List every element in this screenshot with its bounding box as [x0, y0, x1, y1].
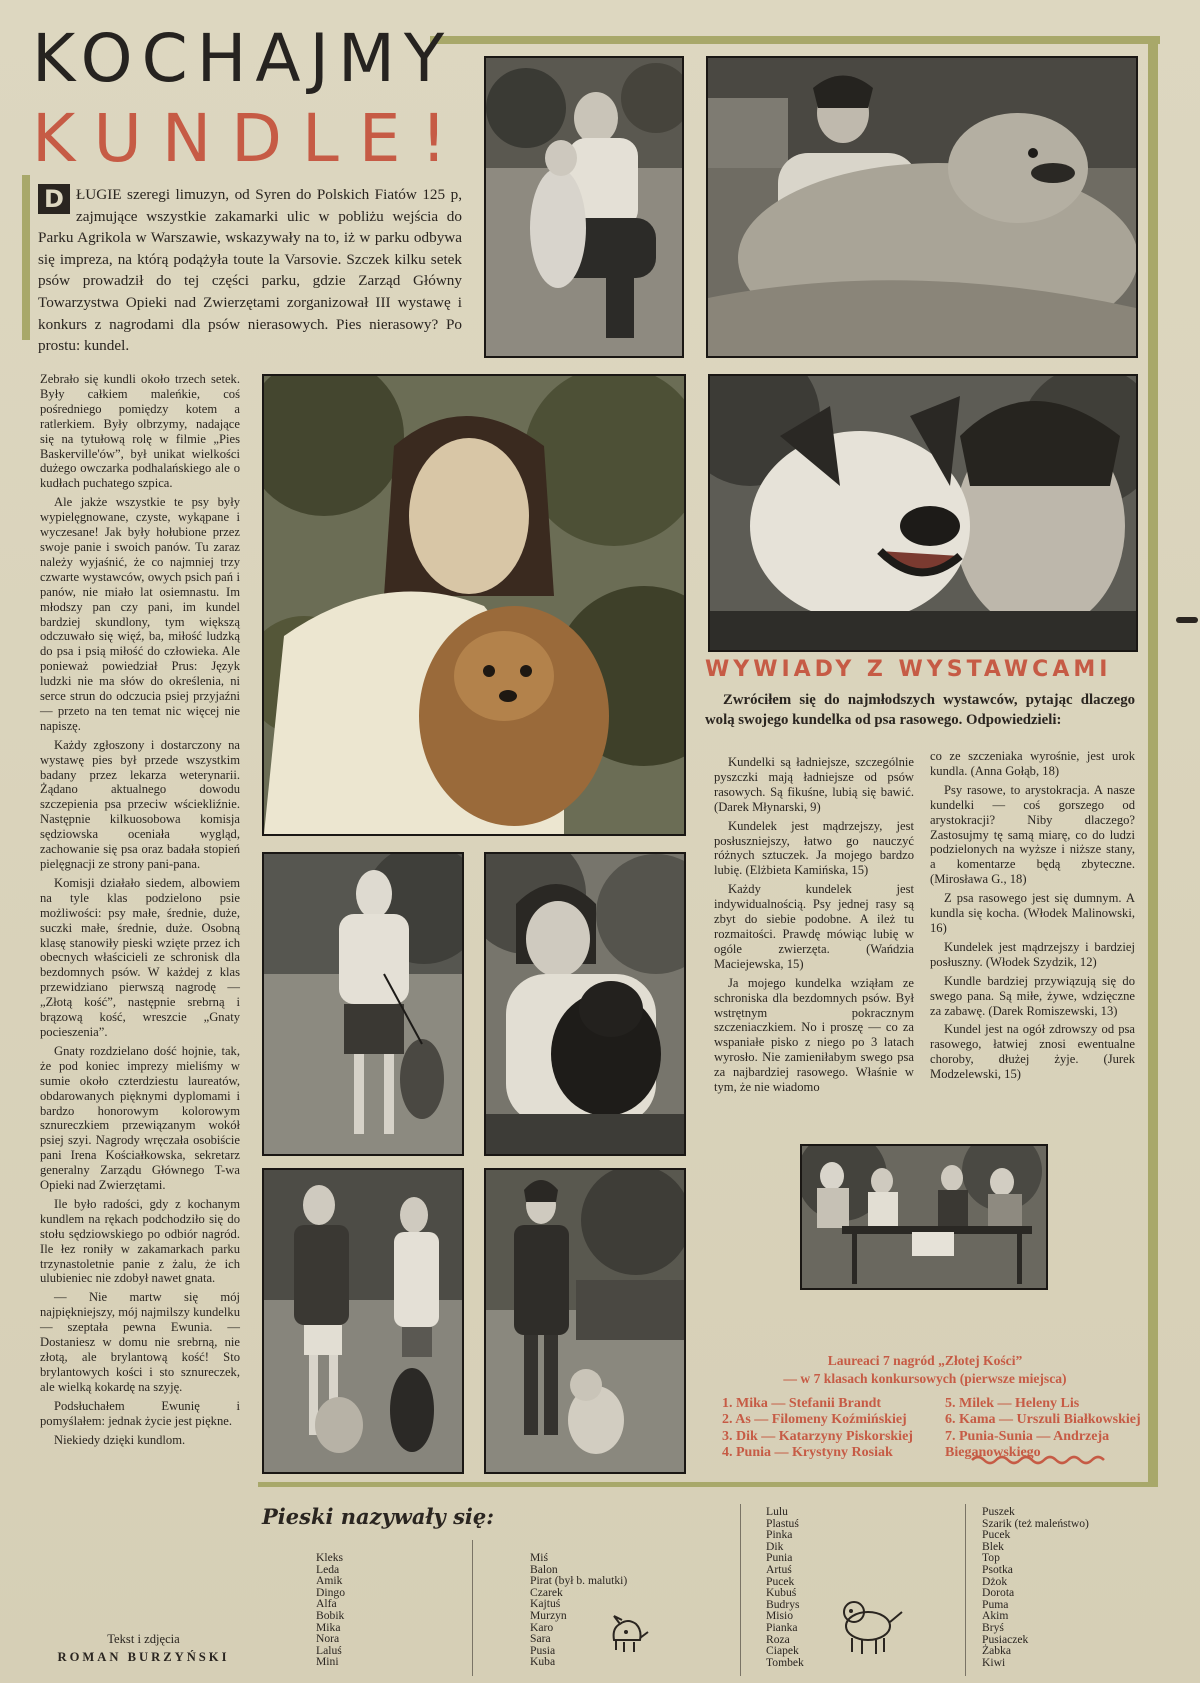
dog-name: Miś — [530, 1551, 549, 1564]
dog-name: Amik — [316, 1574, 343, 1588]
interview-answer: Każdy kundelek jest indywidualnością. Psy jednej rasy są zbyt do siebie podobne. A ileż tu rozmaitości. Prawdę mówiąc lubię w ogóle zwierzęta. (Wańdzia Maciejewska, 15) — [714, 882, 914, 971]
interviews-title: WYWIADY Z WYSTAWCAMI — [705, 657, 1112, 682]
dog-name: Roza — [766, 1632, 790, 1646]
photo-woman-with-black-dog — [484, 852, 686, 1156]
interview-answer: Kundelki są ładniejsze, szczególnie pyszczki mają ładniejsze od psów rasowych. Są fikuśne, lubią się bawić. (Darek Młynarski, 9) — [714, 755, 914, 814]
dog-name: Murzyn — [530, 1608, 567, 1622]
dog-name: Dingo — [316, 1585, 345, 1599]
dog-name: Pusia — [530, 1643, 556, 1657]
dog-name: Nora — [316, 1632, 340, 1646]
dog-name: Ciapek — [766, 1644, 799, 1658]
laureate-entry: 5. Milek — Heleny Lis — [945, 1396, 1080, 1411]
laureates-left — [722, 1396, 922, 1462]
dog-name: Czarek — [530, 1585, 563, 1599]
body-column — [40, 372, 240, 1451]
frame-bottom-rule — [258, 1482, 1158, 1487]
dog-doodle-icon — [838, 1596, 908, 1658]
photo-girl-with-dog-on-leash — [262, 852, 464, 1156]
dog-name: Pianka — [766, 1620, 798, 1634]
dropcap: D — [38, 184, 70, 214]
dog-names-col4 — [982, 1506, 1089, 1668]
dog-name: Dik — [766, 1539, 784, 1553]
body-paragraph: Ile było radości, gdy z kochanym kundlem na rękach podchodziło się do stołu sędziowskiego po odbiór nagród. Ile łez roniły w zakamarkach parku trzynastoletnie panie z żalu, że ich ulubieniec nie zdobył nawet gnata. — [40, 1196, 240, 1286]
headline-line1: KOCHAJMY — [32, 20, 454, 97]
page-edge-mark — [1176, 617, 1198, 623]
interview-answer: co ze szczeniaka wyrośnie, jest urok kundla. (Anna Gołąb, 18) — [930, 749, 1135, 778]
headline-line2: KUNDLE! — [32, 100, 467, 177]
laureate-entry: 6. Kama — Urszuli Białkowskiej — [945, 1412, 1141, 1428]
dog-name: Akim — [982, 1609, 1009, 1623]
dog-name: Bobik — [316, 1608, 345, 1622]
photo-judges-table — [800, 1144, 1048, 1290]
dog-name: Psotka — [982, 1562, 1013, 1576]
frame-top-rule — [430, 36, 1160, 44]
dog-name: Karo — [530, 1620, 554, 1634]
body-paragraph: Ale jakże wszystkie te psy były wypielęgnowane, czyste, wykąpane i wyczesane! Jak były hołubione przez swoje panie i swoich panów. Tu zaraz należy wyjaśnić, że co najmniej trzy czwarte wystawców, owych psich pań i panów, nie miało lat osiemnastu. Im młodszy pan czy pani, im kundel bardziej skundlony, tym większą odczuwało się więź, ba, miłość ludzką do psa i psią miłość do człowieka. Ale ponieważ powiedział Prus: Język ludzki nie ma słów do określenia, ni serce strun do odczucia psiej przyjaźni — przeto na ten temat nic więcej nie napiszę. — [40, 495, 240, 733]
dog-name: Plastuś — [766, 1516, 799, 1530]
dog-name: Żabka — [982, 1644, 1011, 1658]
dog-name: Pusiaczek — [982, 1632, 1029, 1646]
dog-name: Pucek — [766, 1574, 795, 1588]
byline-name: ROMAN BURZYŃSKI — [57, 1650, 230, 1664]
dog-name: Bryś — [982, 1620, 1004, 1634]
interview-answer: Kundelek jest mądrzejszy, jest posłuszniejszy, łatwo go nauczyć różnych sztuczek. Ja mojego bardzo lubię. (Elżbieta Kamińska, 15) — [714, 818, 914, 878]
photo-girl-with-small-dog — [262, 374, 686, 836]
dog-name: Tombek — [766, 1655, 804, 1669]
laureate-entry: 7. Punia-Sunia — Andrzeja Bieganowskiego — [945, 1428, 1110, 1461]
body-paragraph: Niekiedy dzięki kundlom. — [54, 1432, 186, 1447]
body-paragraph: Zebrało się kundli około trzech setek. Były całkiem maleńkie, coś pośredniego pomiędzy kotem a ratlerkiem. Były olbrzymy, nadające się na tytułową rolę w filmie „Pies Baskerville'ów”, był unikat wielkości dużego owczarka podhalańskiego ale o kudłach puchatego szpica. — [40, 372, 240, 491]
interview-answer: Z psa rasowego jest się dumnym. A kundla się kocha. (Włodek Malinowski, 16) — [930, 891, 1135, 935]
dog-name: Kuba — [530, 1655, 556, 1669]
body-paragraph: Gnaty rozdzielano dość hojnie, tak, że pod koniec imprezy mieliśmy w sumie około czterdziestu laureatów, obdarowanych pięknymi dyplomami i bardzo honorowym kolorowym sznureczkiem przewiązanym wokół psiej szyi. Nagrody wręczała osobiście pani Irena Kościałkowska, sekretarz generalny Zarządu Głównego T-wa Opieki nad Zwierzętami. — [40, 1043, 240, 1193]
dog-name: Dżok — [982, 1574, 1008, 1588]
interviews-intro: Zwróciłem się do najmłodszych wystawców, pytając dlaczego wolą swojego kundelka od psa rasowego. Odpowiedzieli: — [705, 692, 1135, 728]
interview-answer: Kundel jest na ogół zdrowszy od psa rasowego, łatwiej znosi ewentualne choroby, dłużej żyje. (Jurek Modzelewski, 15) — [930, 1022, 1135, 1082]
dog-names-col3 — [766, 1506, 804, 1668]
frame-right-rule — [1148, 36, 1158, 1486]
dog-name: Mini — [316, 1655, 339, 1669]
dog-name: Artuś — [766, 1562, 792, 1576]
dog-name: Pucek — [982, 1528, 1011, 1542]
byline-label: Tekst i zdjęcia — [107, 1632, 180, 1646]
divider — [965, 1504, 966, 1676]
body-paragraph: Każdy zgłoszony i dostarczony na wystawę pies był przede wszystkim badany przez lekarza weterynarii. Żądano aktualnego dowodu szczepienia psa przeciw wściekliźnie. Następnie kilkuosobowa komisja sędziowska oceniała wygląd, zachowanie się psa oraz badała stopień pielęgnacji ze strony pani-pana. — [40, 737, 240, 871]
dog-name: Budrys — [766, 1597, 800, 1611]
photo-woman-with-shaggy-dog — [706, 56, 1138, 358]
divider — [472, 1540, 473, 1676]
interview-answer: Kundle bardziej przywiązują się do swego pana. Są miłe, żywe, wdzięczne za zabawę. (Darek Romiszewski, 13) — [930, 973, 1135, 1018]
dog-name: Top — [982, 1551, 1000, 1565]
laureates-title — [700, 1352, 1150, 1388]
photo-girl-with-terrier — [484, 1168, 686, 1474]
body-paragraph: Komisji działało siedem, albowiem na tyle klas podzielono psie możliwości: psy małe, średnie, duże, suczki małe, średnie, duże. Osobną klasę stanowiły pieski wzięte przez ich obecnych właścicieli ze schronisk dla bezdomnych psów. W każdej z klas przewidziano pierwszą nagrodę — „Złotą kość”, następnie srebrną i brązową kość, wreszcie „Gnaty pocieszenia”. — [40, 875, 240, 1039]
laureates-title-line1: Laureaci 7 nagród „Złotej Kości” — [827, 1353, 1023, 1368]
frame-left-rule — [22, 175, 30, 340]
dog-name: Lulu — [766, 1505, 788, 1518]
dog-name: Puszek — [982, 1505, 1015, 1518]
byline — [36, 1630, 251, 1666]
dog-name: Szarik (też maleństwo) — [982, 1516, 1089, 1530]
decorative-squiggle — [970, 1452, 1110, 1468]
interview-answer: Kundelek jest mądrzejszy i bardziej posłuszny. (Włodek Szydzik, 12) — [930, 939, 1135, 969]
dog-name: Misio — [766, 1609, 794, 1623]
laureate-entry: 2. As — Filomeny Koźmińskiej — [722, 1412, 907, 1428]
dog-name: Balon — [530, 1562, 558, 1576]
lead-paragraph — [38, 184, 462, 357]
dog-name: Kiwi — [982, 1655, 1006, 1669]
photo-boy-crouching-with-dog — [484, 56, 684, 358]
dog-doodle-icon — [606, 1610, 656, 1660]
dog-name: Pirat (był b. malutki) — [530, 1574, 628, 1588]
dog-name: Leda — [316, 1562, 340, 1576]
dog-name: Dorota — [982, 1586, 1015, 1600]
dog-name: Punia — [766, 1551, 793, 1565]
dog-names-col1 — [316, 1552, 345, 1668]
lead-text: ŁUGIE szeregi limuzyn, od Syren do Polskich Fiatów 125 p, zajmujące wszystkie zakamarki ulic w pobliżu wejścia do Parku Agrikola w Warszawie, wskazywały na to, iż w parku odbywa się impreza, na którą podążyła toute la Varsovie. Szczek kilku setek psów prowadził do tej części parku, gdzie Zarząd Główny Towarzystwa Opieki nad Zwierzętami zorganizował III wystawę i konkurs z nagrodami dla psów nierasowych. Pies nierasowy? Po prostu: kundel. — [38, 186, 462, 355]
dog-name: Pinka — [766, 1528, 793, 1542]
dog-name: Kubuś — [766, 1586, 797, 1600]
dog-name: Mika — [316, 1620, 341, 1634]
photo-boy-cheek-to-cheek-with-dog — [708, 374, 1138, 652]
laureates-title-line2: — w 7 klasach konkursowych (pierwsze miejsca) — [783, 1371, 1067, 1386]
interviews-right-column — [930, 749, 1135, 1086]
interview-answer: Psy rasowe, to arystokracja. A nasze kundelki — coś gorszego od arystokracji? Niby dlaczego? Zastosujmy tę samą miarę, co do ludzi podzielonych na wyższe i niższe stany, a komentarze będą zbyteczne. (Mirosława G., 18) — [930, 782, 1135, 887]
divider — [740, 1504, 741, 1676]
dog-names-title: Pieski nazywały się: — [262, 1504, 494, 1529]
dog-name: Sara — [530, 1632, 551, 1646]
laureate-entry: 4. Punia — Krystyny Rosiak — [722, 1445, 893, 1461]
dog-name: Kajtuś — [530, 1597, 561, 1611]
dog-name: Laluś — [316, 1643, 342, 1657]
dog-name: Puma — [982, 1597, 1009, 1611]
interviews-left-column — [714, 755, 914, 1099]
photo-two-girls-with-dogs — [262, 1168, 464, 1474]
laureate-entry: 1. Mika — Stefanii Brandt — [722, 1396, 882, 1411]
body-paragraph: Podsłuchałem Ewunię i pomyślałem: jednak życie jest piękne. — [40, 1398, 240, 1428]
body-paragraph: — Nie martw się mój najpiękniejszy, mój najmilszy kundelku — szeptała pewna Ewunia. — Dostaniesz w domu nie srebrną, nie złotą, ale brylantową kość! Sto brylantowych kości i sto sznureczek, ale wielką kokardę na szyję. — [40, 1290, 240, 1394]
laureate-entry: 3. Dik — Katarzyny Piskorskiej — [722, 1428, 913, 1444]
dog-name: Kleks — [316, 1551, 344, 1564]
interview-answer: Ja mojego kundelka wziąłam ze schroniska dla bezdomnych psów. Był wstrętnym pokracznym szczeniaczkiem. No i proszę — co za wspaniałe pisko z niego po 3 latach wyrosło. Nie zamieniłabym swego psa za najbardziej rasowego. Właśnie w tym, że nie wiadomo — [714, 975, 914, 1095]
dog-name: Blek — [982, 1539, 1004, 1553]
dog-name: Alfa — [316, 1597, 337, 1611]
